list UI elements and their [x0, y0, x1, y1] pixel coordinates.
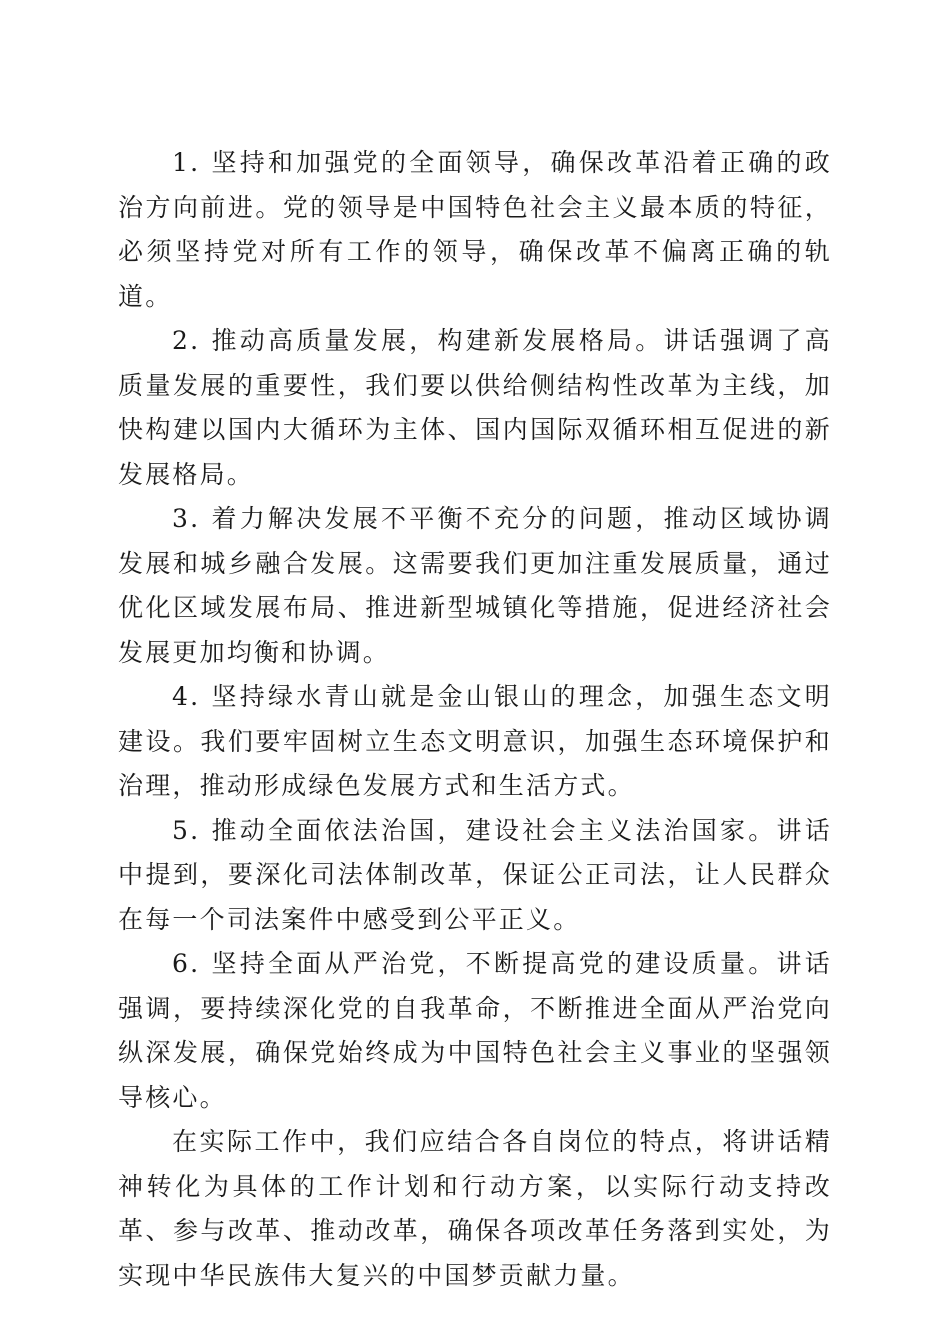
paragraph-point-5: 5. 推动全面依法治国，建设社会主义法治国家。讲话中提到，要深化司法体制改革，保证公正司法，让人民群众在每一个司法案件中感受到公平正义。 — [118, 815, 832, 934]
paragraph-point-2: 2. 推动高质量发展，构建新发展格局。讲话强调了高质量发展的重要性，我们要以供给侧结构性改革为主线，加快构建以国内大循环为主体、国内国际双循环相互促进的新发展格局。 — [118, 326, 832, 489]
document-body — [118, 141, 832, 1298]
paragraph-point-3: 3. 着力解决发展不平衡不充分的问题，推动区域协调发展和城乡融合发展。这需要我们更加注重发展质量，通过优化区域发展布局、推进新型城镇化等措施，促进经济社会发展更加均衡和协调。 — [118, 504, 832, 667]
paragraph-point-6: 6. 坚持全面从严治党，不断提高党的建设质量。讲话强调，要持续深化党的自我革命，不断推进全面从严治党向纵深发展，确保党始终成为中国特色社会主义事业的坚强领导核心。 — [118, 949, 832, 1112]
paragraph-conclusion: 在实际工作中，我们应结合各自岗位的特点，将讲话精神转化为具体的工作计划和行动方案，以实际行动支持改革、参与改革、推动改革，确保各项改革任务落到实处，为实现中华民族伟大复兴的中国梦贡献力量。 — [118, 1127, 832, 1290]
paragraph-point-1: 1. 坚持和加强党的全面领导，确保改革沿着正确的政治方向前进。党的领导是中国特色社会主义最本质的特征，必须坚持党对所有工作的领导，确保改革不偏离正确的轨道。 — [118, 148, 832, 311]
paragraph-point-4: 4. 坚持绿水青山就是金山银山的理念，加强生态文明建设。我们要牢固树立生态文明意识，加强生态环境保护和治理，推动形成绿色发展方式和生活方式。 — [118, 682, 832, 800]
